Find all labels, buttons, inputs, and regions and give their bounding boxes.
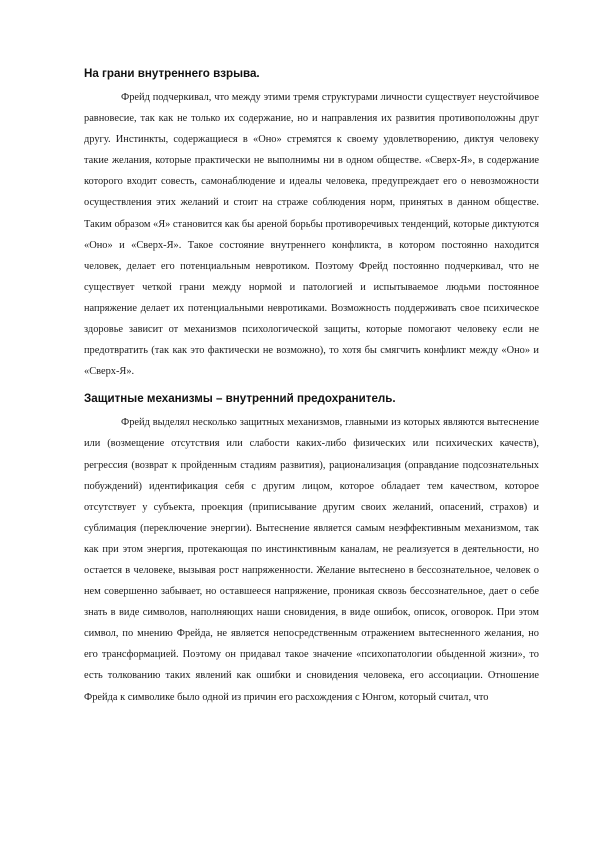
section-heading-defense-mechanisms: Защитные механизмы – внутренний предохранитель.: [84, 392, 396, 406]
paragraph-defense-mechanisms: Фрейд выделял несколько защитных механизмов, главными из которых являются вытеснение или (возмещение отсутствия или слабости каких-либо физических или психических качеств), регрессия (возврат к пройденным стадиям развития), рационализация (оправдание подсознательных побуждений) идентификация себя с другим лицом, которое обладает тем качеством, которое отсутствует у субъекта, проекция (приписывание другим своих желаний, опасений, страхов) и сублимация (переключение энергии). Вытеснение является самым неэффективным механизмом, так как при этом энергия, протекающая по инстинктивным каналам, не реализуется в деятельности, но остается в человеке, вызывая рост напряженности. Желание вытеснено в бессознательное, человек о нем совершенно забывает, но оставшееся напряжение, проникая сквозь бессознательное, дает о себе знать в виде символов, наполняющих наши сновидения, в виде ошибок, описок, оговорок. При этом символ, по мнению Фрейда, не является непосредственным отражением вытесненного желания, но его трансформацией. Поэтому он придавал такое значение «психопатологии обыденной жизни», то есть толкованию таких явлений как ошибки и сновидения человека, его ассоциации. Отношение Фрейда к символике было одной из причин его расхождения с Юнгом, который считал, что: [84, 417, 539, 703]
section-heading-inner-explosion: На грани внутреннего взрыва.: [84, 67, 260, 80]
page-content: [84, 66, 539, 708]
paragraph-structures-balance: Фрейд подчеркивал, что между этими тремя структурами личности существует неустойчивое равновесие, так как не только их содержание, но и направления их развития противоположны друг другу. Инстинкты, содержащиеся в «Оно» стремятся к своему удовлетворению, диктуя человеку такие желания, которые практически не выполнимы ни в одном обществе. «Сверх-Я», в содержание которого входит совесть, самонаблюдение и идеалы человека, предупреждает его о невозможности осуществления этих желаний и стоит на страже соблюдения норм, принятых в данном обществе. Таким образом «Я» становится как бы ареной борьбы противоречивых тенденций, которые диктуются «Оно» и «Сверх-Я». Такое состояние внутреннего конфликта, в котором постоянно находится человек, делает его потенциальным невротиком. Поэтому Фрейд постоянно подчеркивал, что не существует четкой грани между нормой и патологией и испытываемое людьми постоянное напряжение делает их потенциальными невротиками. Возможность поддерживать свое психическое здоровье зависит от механизмов психологической защиты, которые помогают человеку если не предотвратить (так как это фактически не возможно), то хотя бы смягчить конфликт между «Оно» и «Сверх-Я».: [84, 92, 539, 378]
